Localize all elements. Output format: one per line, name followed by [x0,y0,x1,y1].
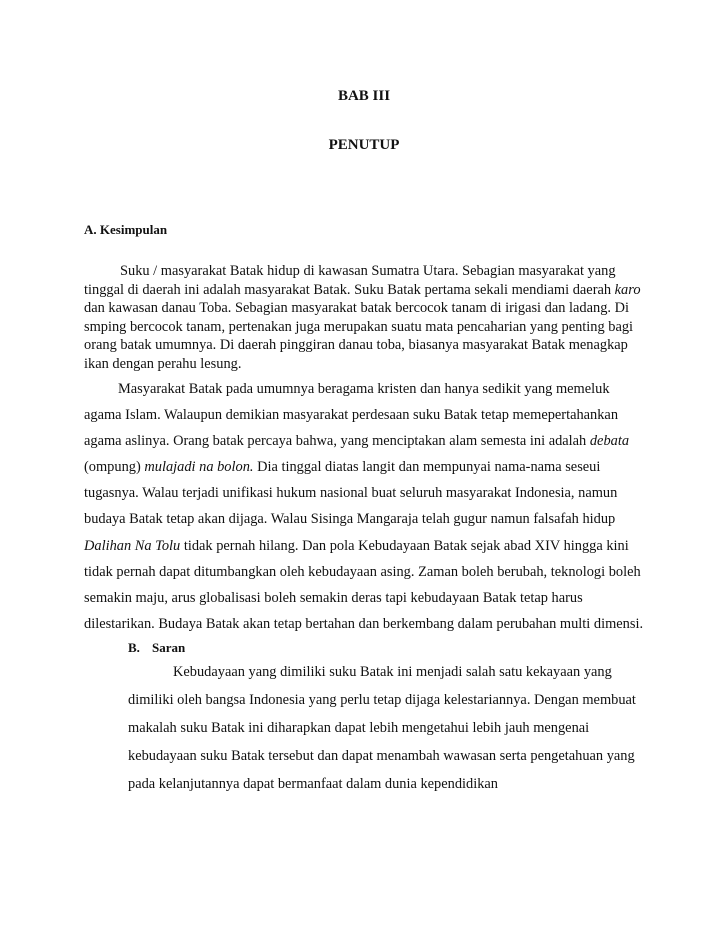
paragraph-line: semakin maju, arus globalisasi boleh semakin deras tapi kebudayaan Batak tetap harus [84,589,583,606]
suggestion-paragraph [128,658,648,798]
conclusion-paragraph-1 [84,262,644,374]
paragraph-line: agama Islam. Walaupun demikian masyarakat perdesaan suku Batak tetap memepertahankan [84,407,619,424]
paragraph-line: dan kawasan danau Toba. Sebagian masyarakat batak bercocok tanam di irigasi dan ladang. Di [84,300,629,317]
italic-term-karo: karo [614,281,641,298]
chapter-number-text: BAB III [337,88,391,104]
paragraph-line [84,454,644,480]
italic-term-debata: debata [589,433,630,450]
paragraph-line [84,281,644,300]
paragraph-line: budaya Batak tetap akan dijaga. Walau Sisinga Mangaraja telah gugur namun falsafah hidup [84,511,616,528]
paragraph-line: tidak pernah dapat ditumbangkan oleh kebudayaan asing. Zaman boleh berubah, teknologi boleh [84,563,641,580]
paragraph-line: Suku / masyarakat Batak hidup di kawasan Sumatra Utara. Sebagian masyarakat yang [120,263,616,279]
italic-term-dalihan: Dalihan Na Tolu [84,537,181,554]
paragraph-line: kebudayaan suku Batak tersebut dan dapat menambah wawasan serta pengetahuan yang [128,748,635,764]
paragraph-line-text: agama aslinya. Orang batak percaya bahwa, yang menciptakan alam semesta ini adalah [84,433,590,450]
paragraph-line [84,428,644,454]
paragraph-line: dimiliki oleh bangsa Indonesia yang perlu tetap dijaga kelestariannya. Dengan membuat [128,692,636,708]
paragraph-line: Kebudayaan yang dimiliki suku Batak ini menjadi salah satu kekayaan yang [173,664,612,680]
conclusion-paragraph-2 [84,376,644,637]
section-b-title [128,638,648,658]
section-b-title-text: Saran [152,640,186,655]
paragraph-line: orang batak umumnya. Di daerah pinggiran danau toba, biasanya masyarakat Batak menagkap [84,337,628,354]
paragraph-line: tugasnya. Walau terjadi unifikasi hukum nasional buat seluruh masyarakat Indonesia, namun [84,485,618,502]
paragraph-line: ikan dengan perahu lesung. [84,355,242,372]
section-b-number: B. [128,640,140,655]
paragraph-line [84,533,644,559]
section-a-title: A. Kesimpulan [84,222,168,237]
chapter-title-text: PENUTUP [328,137,400,153]
paragraph-line-text: (ompung) [84,459,145,476]
paragraph-line: makalah suku Batak ini diharapkan dapat lebih mengetahui lebih jauh mengenai [128,720,590,736]
chapter-number [0,88,728,105]
paragraph-line-text: tinggal di daerah ini adalah masyarakat Batak. Suku Batak pertama sekali mendiami daerah [84,281,615,298]
paragraph-line: dilestarikan. Budaya Batak akan tetap bertahan dan berkembang dalam perubahan multi dimensi. [84,615,644,632]
section-b [128,638,648,798]
paragraph-line: smping bercocok tanam, pertenakan juga merupakan suatu mata pencaharian yang penting bagi [84,318,634,335]
italic-term-mulajadi: mulajadi na bolon. [144,459,254,476]
paragraph-line-text: tidak pernah hilang. Dan pola Kebudayaan Batak sejak abad XIV hingga kini [180,537,629,554]
paragraph-line: Masyarakat Batak pada umumnya beragama kristen dan hanya sedikit yang memeluk [118,381,610,397]
chapter-title [0,137,728,154]
paragraph-line-text: Dia tinggal diatas langit dan mempunyai nama-nama seseui [253,459,601,476]
paragraph-line: pada kelanjutannya dapat bermanfaat dalam dunia kependidikan [128,776,499,792]
